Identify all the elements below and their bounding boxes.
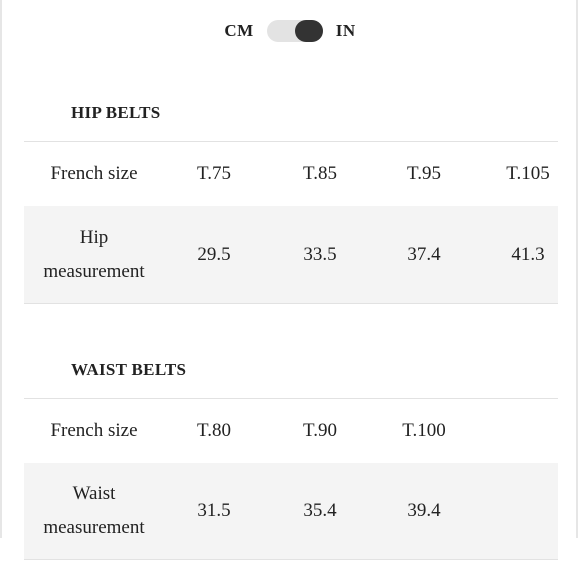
- size-cell: T.80: [197, 420, 231, 441]
- measurement-label-line1: Waist: [72, 483, 116, 504]
- measurement-cell: 29.5: [197, 243, 231, 265]
- measurement-row-label: [24, 463, 164, 559]
- size-cell: T.75: [197, 163, 231, 184]
- waist-belts-title: WAIST BELTS: [71, 360, 187, 379]
- size-cell: T.85: [303, 163, 337, 184]
- unit-toggle: [0, 18, 580, 44]
- measurement-cell: 39.4: [407, 500, 441, 521]
- hip-belts-table: [24, 141, 558, 304]
- hip-measurement-row: [24, 206, 558, 304]
- measurement-cell: 41.3: [511, 243, 545, 265]
- size-cell: T.90: [303, 420, 337, 441]
- measurement-cell: 37.4: [407, 243, 441, 265]
- measurement-cell: 35.4: [303, 500, 337, 521]
- measurement-cell: 33.5: [303, 243, 337, 265]
- size-cell: T.100: [402, 420, 446, 441]
- unit-switch-knob: [295, 20, 323, 42]
- waist-measurement-row: [24, 463, 558, 560]
- measurement-label-line1: Hip: [79, 226, 109, 248]
- waist-belts-table: [24, 398, 558, 560]
- unit-switch[interactable]: [267, 20, 323, 42]
- measurement-label-line2: measurement: [43, 517, 145, 538]
- size-cell: T.95: [407, 163, 441, 184]
- hip-belts-title: HIP BELTS: [71, 103, 161, 122]
- size-row-label: French size: [50, 163, 138, 184]
- unit-in-label[interactable]: IN: [335, 21, 356, 40]
- waist-size-row: [24, 399, 558, 463]
- measurement-label-line2: measurement: [43, 260, 145, 282]
- measurement-row-label: [24, 206, 164, 303]
- measurement-cell: 31.5: [197, 500, 231, 521]
- hip-size-row: [24, 142, 558, 206]
- size-row-label: French size: [50, 420, 138, 441]
- unit-cm-label[interactable]: CM: [224, 21, 254, 40]
- size-cell: T.105: [506, 163, 550, 184]
